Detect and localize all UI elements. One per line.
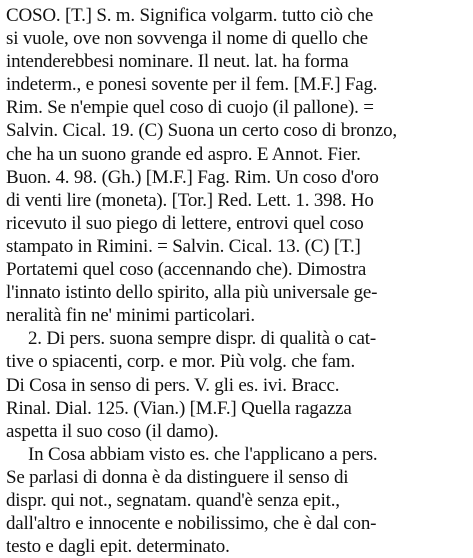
entry-line: COSO. [T.] S. m. Significa volgarm. tutto ciò che	[6, 5, 374, 26]
entry-line: Rinal. Dial. 125. (Vian.) [M.F.] Quella ragazza	[6, 397, 352, 419]
entry-line: l'innato istinto dello spirito, alla più universale ge-	[6, 282, 378, 304]
entry-line: ricevuto il suo piego di lettere, entrovi quel coso	[6, 212, 364, 234]
entry-line: In Cosa abbiam visto es. che l'applicano a pers.	[28, 443, 378, 465]
entry-line: aspetta il suo coso (il damo).	[6, 420, 219, 442]
entry-line: si vuole, ove non sovvenga il nome di quello che	[6, 28, 368, 50]
entry-line: stampato in Rimini. = Salvin. Cical. 13. (C) [T.]	[6, 235, 361, 257]
entry-line: neralità fin ne' minimi particolari.	[6, 305, 255, 327]
entry-line: intenderebbesi nominare. Il neut. lat. ha forma	[6, 51, 349, 73]
entry-line: Buon. 4. 98. (Gh.) [M.F.] Fag. Rim. Un coso d'oro	[6, 166, 379, 188]
entry-line: 2. Di pers. suona sempre dispr. di qualità o cat-	[28, 328, 376, 350]
entry-line: Salvin. Cical. 19. (C) Suona un certo coso di bronzo,	[6, 120, 397, 142]
entry-line: dall'altro e innocente e nobilissimo, che è dal con-	[6, 513, 377, 535]
entry-line: Se parlasi di donna è da distinguere il senso di	[6, 466, 349, 488]
entry-line: tive o spiacenti, corp. e mor. Più volg. che fam.	[6, 351, 356, 373]
entry-line: che ha un suono grande ed aspro. E Annot. Fier.	[6, 143, 361, 165]
entry-line: di venti lire (moneta). [Tor.] Red. Lett. 1. 398. Ho	[6, 189, 374, 211]
entry-line: dispr. qui not., segnatam. quand'è senza epit.,	[6, 489, 340, 511]
entry-line: indeterm., e ponesi sovente per il fem. [M.F.] Fag.	[6, 74, 378, 96]
entry-line: testo e dagli epit. determinato.	[6, 536, 230, 558]
entry-line: Rim. Se n'empie quel coso di cuojo (il pallone). =	[6, 97, 374, 119]
entry-line: Portatemi quel coso (accennando che). Dimostra	[6, 259, 367, 281]
entry-line: Di Cosa in senso di pers. V. gli es. ivi. Bracc.	[6, 374, 340, 396]
